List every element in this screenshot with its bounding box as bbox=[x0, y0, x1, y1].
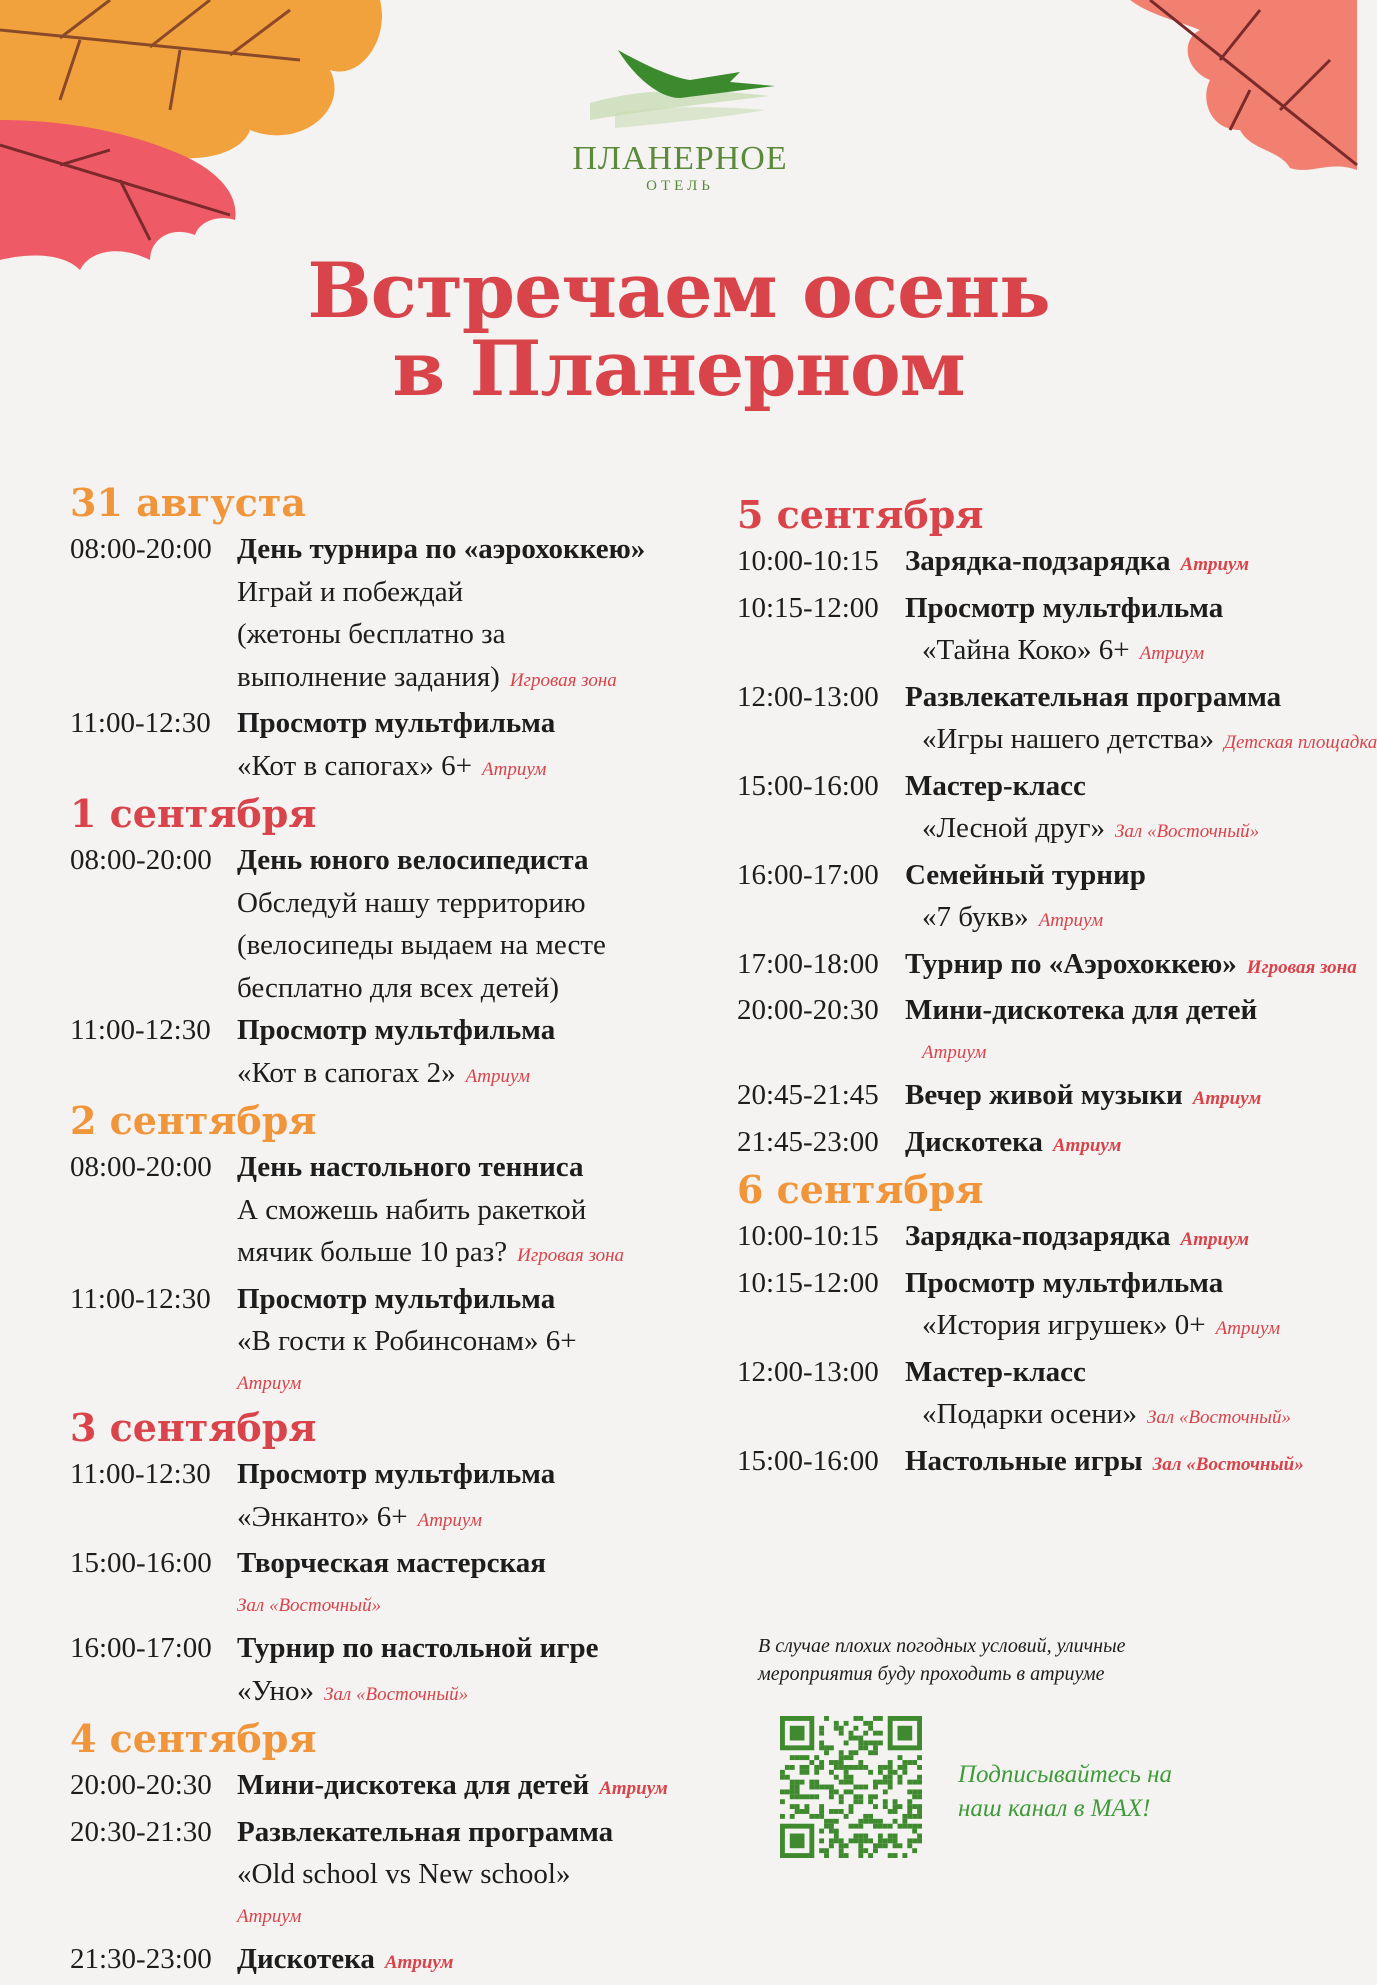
day-heading: 6 сентября bbox=[737, 1167, 984, 1212]
event-title bbox=[237, 1938, 710, 1985]
event-time: 15:00-16:00 bbox=[737, 769, 879, 802]
event-item bbox=[70, 1278, 710, 1406]
event-title bbox=[905, 676, 1337, 719]
event-description-line bbox=[922, 629, 1337, 676]
event-time: 17:00-18:00 bbox=[737, 947, 879, 980]
event-title-text: Турнир по «Аэрохоккею» bbox=[905, 947, 1237, 980]
event-description-text: «Энканто» 6+ bbox=[237, 1500, 408, 1533]
event-title bbox=[237, 1278, 710, 1321]
event-title bbox=[237, 528, 710, 571]
day-block bbox=[70, 1718, 710, 1985]
day-heading: 3 сентября bbox=[70, 1405, 317, 1450]
event-body bbox=[905, 676, 1377, 765]
event-time: 10:00-10:15 bbox=[737, 545, 879, 577]
event-body bbox=[237, 1009, 710, 1098]
event-description-text: «Кот в сапогах 2» bbox=[237, 1056, 456, 1089]
event-description-line bbox=[237, 613, 710, 656]
event-description-text: «В гости к Робинсонам» 6+ bbox=[237, 1325, 577, 1357]
event-item bbox=[70, 1146, 710, 1278]
event-title bbox=[905, 1121, 1337, 1168]
event-title bbox=[237, 1453, 710, 1496]
event-time: 16:00-17:00 bbox=[70, 1632, 212, 1664]
event-description-text: Обследуй нашу территорию bbox=[237, 886, 586, 919]
event-location: Детская площадка bbox=[1223, 732, 1377, 753]
event-item bbox=[70, 1453, 710, 1542]
day-heading: 2 сентября bbox=[70, 1098, 317, 1143]
event-body bbox=[237, 1764, 710, 1811]
event-title bbox=[905, 989, 1337, 1032]
event-item bbox=[737, 1440, 1337, 1487]
event-description-text: «Уно» bbox=[237, 1674, 315, 1707]
event-body bbox=[237, 1453, 710, 1542]
event-body bbox=[905, 1440, 1337, 1487]
event-time: 21:45-23:00 bbox=[737, 1125, 879, 1158]
day-block bbox=[737, 1169, 1337, 1486]
event-time: 08:00-20:00 bbox=[70, 533, 212, 565]
event-description-line bbox=[237, 571, 710, 614]
event-description-line bbox=[237, 924, 710, 967]
event-description-text: (жетоны бесплатно за bbox=[237, 618, 506, 650]
schedule-column-right bbox=[737, 492, 1377, 1486]
event-title bbox=[237, 702, 710, 745]
event-location: Атриум bbox=[384, 1952, 454, 1973]
event-body bbox=[905, 587, 1337, 676]
event-description-line bbox=[237, 745, 710, 792]
event-body bbox=[905, 1121, 1337, 1168]
event-title-text: Просмотр мультфильма bbox=[905, 1266, 1224, 1299]
event-description-line bbox=[237, 967, 710, 1010]
event-item bbox=[70, 1938, 710, 1985]
qr-code-icon[interactable] bbox=[780, 1716, 922, 1858]
event-location: Атриум bbox=[922, 1041, 987, 1063]
event-item bbox=[737, 540, 1337, 587]
event-body bbox=[905, 989, 1337, 1074]
event-title-text: День настольного тенниса bbox=[237, 1151, 584, 1183]
event-body bbox=[905, 1074, 1337, 1121]
event-description-line bbox=[922, 1393, 1337, 1440]
event-body bbox=[905, 1351, 1337, 1440]
event-time: 15:00-16:00 bbox=[737, 1444, 879, 1477]
day-block bbox=[70, 1100, 710, 1405]
event-item bbox=[70, 1009, 710, 1098]
event-title-text: Мастер-класс bbox=[905, 769, 1086, 802]
hotel-logo bbox=[540, 48, 820, 195]
event-item bbox=[737, 1351, 1337, 1440]
glider-logo-icon bbox=[580, 48, 780, 133]
event-time: 16:00-17:00 bbox=[737, 858, 879, 891]
event-description-text: «Подарки осени» bbox=[922, 1398, 1137, 1430]
event-body bbox=[905, 943, 1357, 990]
subscribe-line-1: Подписывайтесь на bbox=[958, 1761, 1173, 1788]
event-location: Атриум bbox=[237, 1905, 302, 1927]
event-title bbox=[237, 1811, 710, 1854]
event-time: 11:00-12:30 bbox=[70, 1014, 211, 1046]
event-title-text: Зарядка-подзарядка bbox=[905, 1220, 1171, 1252]
event-body bbox=[905, 765, 1337, 854]
event-time: 20:00-20:30 bbox=[737, 994, 879, 1026]
event-description-text: А сможешь набить ракеткой bbox=[237, 1193, 587, 1226]
logo-subtitle: ОТЕЛЬ bbox=[646, 178, 714, 194]
event-description-text: «Тайна Коко» 6+ bbox=[922, 634, 1130, 666]
event-location: Атриум bbox=[1038, 910, 1104, 931]
event-title-text: Развлекательная программа bbox=[237, 1815, 614, 1848]
event-description-text: «Лесной друг» bbox=[922, 812, 1105, 844]
event-title bbox=[905, 1074, 1337, 1121]
event-body bbox=[237, 1542, 710, 1627]
event-location: Зал «Восточный» bbox=[1115, 821, 1260, 842]
event-item bbox=[70, 528, 710, 702]
event-time: 11:00-12:30 bbox=[70, 707, 211, 739]
event-title bbox=[905, 1351, 1337, 1394]
event-body bbox=[905, 540, 1337, 587]
event-title-text: Турнир по настольной игре bbox=[237, 1632, 599, 1664]
event-body bbox=[237, 1811, 710, 1939]
event-time: 20:45-21:45 bbox=[737, 1079, 879, 1111]
event-location: Атриум bbox=[1192, 1088, 1262, 1109]
event-title bbox=[237, 839, 710, 882]
event-body bbox=[237, 528, 710, 702]
event-title bbox=[237, 1627, 710, 1670]
event-location: Игровая зона bbox=[509, 669, 617, 691]
event-location: Игровая зона bbox=[1246, 956, 1357, 978]
event-location: Зал «Восточный» bbox=[324, 1683, 469, 1705]
event-description-line bbox=[237, 1670, 710, 1717]
event-description-text: «7 букв» bbox=[922, 901, 1029, 933]
event-description-text: Играй и побеждай bbox=[237, 575, 464, 608]
event-description-line bbox=[237, 1496, 710, 1543]
event-description-text: выполнение задания) bbox=[237, 660, 500, 693]
event-title-text: Дискотека bbox=[905, 1125, 1043, 1158]
event-body bbox=[237, 839, 710, 1009]
event-title-text: Зарядка-подзарядка bbox=[905, 545, 1171, 577]
event-body bbox=[905, 854, 1337, 943]
event-location: Атриум bbox=[237, 1372, 302, 1394]
event-title bbox=[237, 1009, 710, 1052]
event-title-text: Дискотека bbox=[237, 1943, 375, 1975]
day-heading: 31 августа bbox=[70, 480, 307, 525]
event-title bbox=[905, 587, 1337, 630]
event-description-line bbox=[237, 1853, 710, 1896]
event-title-text: День турнира по «аэрохоккею» bbox=[237, 533, 646, 565]
event-time: 10:15-12:00 bbox=[737, 1266, 879, 1299]
day-block bbox=[70, 793, 710, 1098]
event-title-text: Вечер живой музыки bbox=[905, 1079, 1183, 1111]
event-item bbox=[737, 587, 1337, 676]
event-body bbox=[237, 1938, 710, 1985]
event-description-line bbox=[922, 896, 1337, 943]
red-leaf-icon bbox=[0, 120, 260, 270]
event-time: 08:00-20:00 bbox=[70, 1151, 212, 1183]
event-description-line bbox=[237, 1231, 710, 1278]
day-heading: 5 сентября bbox=[737, 492, 984, 537]
event-title bbox=[905, 1215, 1337, 1262]
event-title-text: Просмотр мультфильма bbox=[237, 707, 556, 739]
event-title bbox=[237, 1146, 710, 1189]
event-description-text: бесплатно для всех детей) bbox=[237, 971, 560, 1004]
day-heading: 4 сентября bbox=[70, 1716, 317, 1761]
day-heading: 1 сентября bbox=[70, 791, 317, 836]
event-item bbox=[737, 1121, 1337, 1168]
title-line-2: в Планерном bbox=[392, 324, 965, 413]
event-title-text: Просмотр мультфильма bbox=[237, 1458, 556, 1490]
event-title-text: День юного велосипедиста bbox=[237, 844, 589, 876]
pink-leaf-icon bbox=[1130, 0, 1357, 175]
event-body bbox=[237, 1146, 710, 1278]
event-time: 15:00-16:00 bbox=[70, 1547, 212, 1579]
event-time: 08:00-20:00 bbox=[70, 844, 212, 876]
event-location: Атриум bbox=[1215, 1318, 1281, 1339]
event-time: 12:00-13:00 bbox=[737, 680, 879, 713]
event-item bbox=[70, 1542, 710, 1627]
event-item bbox=[737, 943, 1357, 990]
event-item bbox=[737, 676, 1377, 765]
event-location: Зал «Восточный» bbox=[237, 1594, 382, 1616]
event-location: Атриум bbox=[417, 1509, 483, 1531]
event-title bbox=[237, 1764, 710, 1811]
event-title bbox=[905, 540, 1337, 587]
event-description-text: «Old school vs New school» bbox=[237, 1858, 571, 1890]
event-title bbox=[905, 765, 1337, 808]
event-title-text: Просмотр мультфильма bbox=[237, 1014, 556, 1046]
event-time: 12:00-13:00 bbox=[737, 1355, 879, 1388]
day-block bbox=[70, 482, 710, 791]
event-body bbox=[905, 1215, 1337, 1262]
event-time: 20:00-20:30 bbox=[70, 1769, 212, 1801]
day-block bbox=[737, 492, 1377, 1167]
event-title-text: Мини-дискотека для детей bbox=[905, 994, 1258, 1026]
event-title-text: Мини-дискотека для детей bbox=[237, 1769, 590, 1801]
event-body bbox=[237, 1627, 710, 1716]
event-description-line bbox=[237, 1320, 710, 1363]
event-time: 21:30-23:00 bbox=[70, 1943, 212, 1975]
event-time: 10:00-10:15 bbox=[737, 1220, 879, 1252]
event-description-line bbox=[237, 1189, 710, 1232]
event-description-text: «Игры нашего детства» bbox=[922, 723, 1214, 755]
event-item bbox=[70, 1811, 710, 1939]
day-block bbox=[70, 1407, 710, 1716]
event-description-line bbox=[922, 807, 1337, 854]
event-body bbox=[237, 702, 710, 791]
event-description-line bbox=[237, 656, 710, 703]
subscribe-text bbox=[958, 1758, 1172, 1826]
event-item bbox=[737, 1215, 1337, 1262]
event-title-text: Настольные игры bbox=[905, 1444, 1143, 1477]
event-title-text: Просмотр мультфильма bbox=[905, 591, 1224, 624]
event-location: Зал «Восточный» bbox=[1152, 1453, 1304, 1475]
event-title-text: Семейный турнир bbox=[905, 858, 1146, 891]
event-description-line bbox=[237, 1052, 710, 1099]
event-location: Атриум bbox=[1180, 1229, 1250, 1250]
event-body bbox=[237, 1278, 710, 1406]
event-time: 20:30-21:30 bbox=[70, 1815, 212, 1848]
event-description-text: «История игрушек» 0+ bbox=[922, 1309, 1206, 1341]
page-title bbox=[0, 246, 1357, 413]
event-location: Атриум bbox=[465, 1065, 531, 1087]
event-item bbox=[70, 702, 710, 791]
event-item bbox=[737, 1262, 1337, 1351]
event-item bbox=[70, 1627, 710, 1716]
event-location: Игровая зона bbox=[517, 1245, 625, 1266]
schedule-column-left bbox=[70, 480, 710, 1985]
event-title bbox=[905, 1262, 1337, 1305]
logo-name: ПЛАНЕРНОЕ bbox=[572, 140, 788, 177]
event-title bbox=[905, 1440, 1337, 1487]
event-description-text: мячик больше 10 раз? bbox=[237, 1236, 508, 1268]
event-item bbox=[737, 989, 1337, 1074]
event-location: Атриум bbox=[599, 1778, 668, 1799]
event-title-text: Развлекательная программа bbox=[905, 680, 1282, 713]
event-description-text: (велосипеды выдаем на месте bbox=[237, 929, 606, 961]
event-location: Атриум bbox=[1180, 554, 1250, 575]
event-description-line bbox=[922, 1304, 1337, 1351]
event-title bbox=[237, 1542, 710, 1585]
title-line-1: Встречаем осень bbox=[307, 246, 1050, 335]
event-title bbox=[905, 943, 1357, 990]
event-item bbox=[737, 854, 1337, 943]
event-description-text: «Кот в сапогах» 6+ bbox=[237, 749, 472, 782]
event-time: 11:00-12:30 bbox=[70, 1282, 211, 1315]
event-title-text: Мастер-класс bbox=[905, 1355, 1086, 1388]
subscribe-line-2: наш канал в MAX! bbox=[958, 1795, 1151, 1822]
weather-note: В случае плохих погодных условий, уличные мероприятия буду проходить в атриуме bbox=[758, 1635, 1126, 1685]
event-item bbox=[70, 839, 710, 1009]
event-time: 10:15-12:00 bbox=[737, 591, 879, 624]
event-body bbox=[905, 1262, 1337, 1351]
event-description-line bbox=[237, 882, 710, 925]
event-location: Атриум bbox=[1139, 643, 1205, 664]
event-location: Атриум bbox=[1052, 1134, 1122, 1156]
event-item bbox=[70, 1764, 710, 1811]
event-title-text: Просмотр мультфильма bbox=[237, 1282, 556, 1315]
event-time: 11:00-12:30 bbox=[70, 1458, 211, 1490]
event-item bbox=[737, 1074, 1337, 1121]
event-title-text: Творческая мастерская bbox=[237, 1547, 546, 1579]
event-location: Атриум bbox=[482, 758, 547, 780]
event-item bbox=[737, 765, 1337, 854]
event-location: Зал «Восточный» bbox=[1146, 1407, 1292, 1428]
event-title bbox=[905, 854, 1337, 897]
event-description-line bbox=[922, 718, 1377, 765]
